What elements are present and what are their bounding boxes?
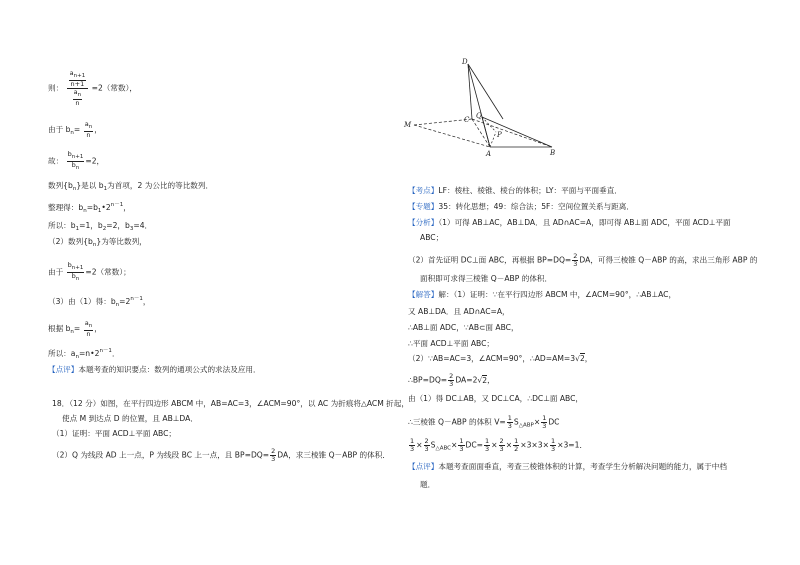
num: 2 [499,437,504,445]
den: 3 [550,445,556,453]
topic-tag: 【考点】 [408,186,439,195]
text: 则： [48,83,64,93]
geometric-sequence-line [48,181,213,194]
den: 3 [507,422,512,430]
t: 所以：b [48,221,76,230]
t: }为等比数列， [96,237,147,246]
solution-line4: ∴平面 ACD⊥平面 ABC； [408,339,495,348]
fraction [84,121,93,139]
num: 1 [550,437,556,445]
fraction [84,320,93,338]
num: 2 [271,447,276,455]
t: 数列{b [48,181,73,190]
edge-ap [490,132,496,147]
s: 2 [102,226,107,232]
s: n－1 [99,348,112,354]
t: =b [86,203,98,212]
s: 1 [103,186,108,192]
den: 3 [459,445,464,453]
analysis-line [408,218,731,228]
review-line [408,462,727,472]
question-18-part2 [52,448,390,463]
pyramid-figure [400,55,570,160]
den: 3 [410,445,415,453]
analysis-part2-cont: 面积即可求得三棱锥 Q－ABP 的体积． [420,274,553,283]
solution-line3: ∴AB⊥面 ADC，∵AB⊂面 ABC， [408,323,519,332]
comment-tag: 【点评】 [48,365,79,374]
num: 1 [459,437,464,445]
t: 根据 b [48,324,71,333]
label-m: M [404,121,412,129]
t: DC [548,417,560,427]
t: DA，求三棱锥 Q－ABP 的体积． [277,450,390,460]
b-values-line [48,221,152,234]
den: 3 [485,445,490,453]
solution-line5 [408,354,592,364]
t: × [491,440,498,450]
analysis-cont: ABC； [420,233,444,242]
t: （2）首先证明 DC⊥面 ABC，再根据 BP=DQ= [408,255,572,265]
t: 整理得：b [48,203,84,212]
s: n [77,92,82,98]
t: 故： [48,156,64,166]
fraction [73,89,82,107]
fraction [541,415,547,430]
den: 3 [499,445,504,453]
t: S [513,417,519,427]
s: n [70,329,74,335]
t: =1，b [79,221,103,230]
edge-ma [414,125,490,147]
t: ． [111,349,120,358]
radicand: 2 [482,375,488,385]
question-18-line2: 使点 M 到达点 D 的位置，且 AB⊥DA． [62,414,198,423]
s: n [70,130,74,136]
t: DA，可得三棱锥 Q－ABP 的高，求出三角形 ABP 的 [579,255,758,265]
subject-tag: 【专题】 [408,202,439,211]
t: 解：（1）证明：∵在平行四边形 ABCM 中，∠ACM=90°，∴AB⊥AC， [438,290,677,299]
question-18-line1: 18．（12 分）如图，在平行四边形 ABCM 中，AB=AC=3，∠ACM=90°，以 AC 为折痕将△ACM 折起， [52,399,409,408]
t: DA=2 [455,375,478,385]
comment-line [48,365,261,375]
t: =4． [133,221,153,230]
radicand: 2 [579,354,585,363]
t: LF：棱柱、棱锥、棱台的体积；LY：平面与平面垂直． [438,186,622,195]
text: =2（常数）， [91,83,137,93]
t: = [73,125,81,134]
den: 3 [271,455,276,463]
edge-ca [472,119,490,147]
t: b [71,161,76,169]
label-b: B [550,149,556,157]
t: （2）Q 为线段 AD 上一点，P 为线段 BC 上一点，且 BP=DQ= [52,450,270,460]
topic-line [408,186,622,196]
s: △ABP [518,422,534,429]
t: ×3×3× [520,440,549,450]
t: ， [123,203,131,212]
fraction [67,151,85,172]
t: =2， [85,156,105,166]
solution-line [408,290,676,300]
t: ×3=1． [557,440,588,450]
t: b [67,261,72,269]
ratio-constant-line [48,262,131,283]
edge-qb [482,117,552,147]
label-q: Q [476,112,482,120]
s: n [75,354,79,360]
t: }是以 b [76,181,104,190]
fraction [458,438,464,453]
s: n [83,208,87,214]
t: =2（常数）； [85,267,131,277]
t: 本题考查面面垂直，考查三棱锥体积的计算，考查学生分析解决问题的能力，属于中档 [438,462,727,471]
t: a [73,88,78,96]
an-result-line [48,346,120,362]
den: 3 [449,380,454,388]
s: n－1 [130,296,143,302]
fraction [270,448,276,463]
den: 3 [542,422,547,430]
t: a [69,69,74,77]
edge-qa [482,117,490,147]
t: × [451,440,458,450]
t: •2 [101,203,111,212]
t: × [533,417,541,427]
subject-line [408,202,634,212]
s: n [88,124,93,130]
t: =2，b [106,221,130,230]
t: =n•2 [78,349,100,358]
compound-fraction [67,70,89,107]
s: 3 [129,226,134,232]
fraction [572,253,578,268]
den: 2 [514,445,519,453]
review-cont: 题． [420,480,436,489]
s: n [75,276,80,282]
t: 由于 [48,267,64,277]
s: n [115,302,120,308]
bn-definition [48,121,102,139]
t: （1）可得 AB⊥AC，AB⊥DA．且 AD∩AC=A，即可得 AB⊥面 ADC，平面 ACD⊥平面 [438,218,731,227]
solution-tag: 【解答】 [408,290,439,299]
t: × [416,440,423,450]
t: 为首项，2 为公比的等比数列． [107,181,214,190]
sqrt-symbol: √ [477,375,483,385]
t: 由于 b [48,125,71,134]
t: b [67,150,72,158]
t: ， [487,375,495,385]
t: 所以：a [48,349,76,358]
bn-definition-2 [48,320,102,338]
t: ∴BP=DQ= [408,375,448,385]
t: DC= [465,440,484,450]
review-tag: 【点评】 [408,462,439,471]
general-term-line [48,200,131,216]
den: n [86,131,91,139]
s: n+1 [71,265,84,271]
t: （2）数列{b [48,237,93,246]
den: n+1 [70,80,85,88]
ratio-line [48,70,137,107]
edge-dq [468,64,503,119]
num: 1 [507,414,512,422]
den: 3 [424,445,429,453]
label-p: P [497,131,502,139]
s: n [75,165,80,171]
numerator [67,70,89,89]
s: n [72,186,77,192]
fraction [67,262,85,283]
fraction [507,415,513,430]
den [67,162,85,172]
label-d: D [462,58,468,66]
part3-line [48,294,150,310]
t: × [505,440,513,450]
sqrt-symbol: √ [575,354,580,363]
num: 2 [449,372,454,380]
num: 2 [573,252,578,260]
den [67,273,85,283]
fraction [409,438,415,453]
fraction [424,438,430,453]
t: a [84,120,89,128]
part2-line [48,237,147,250]
fraction [550,438,556,453]
volume-line [408,415,559,431]
s: 1 [97,208,102,214]
s: n [92,242,97,248]
s: n+1 [71,154,84,160]
num: 1 [485,437,490,445]
s: △ABC [435,445,451,452]
num: 1 [514,437,519,445]
fraction [69,70,87,88]
num: 1 [410,437,415,445]
ratio-bn-line [48,151,104,172]
volume-calc-line [408,438,587,454]
t: ， [94,125,102,134]
t: ， [142,297,151,306]
t: （3）由（1）得：b [48,297,116,306]
label-a: A [486,150,492,158]
label-c: C [464,116,470,124]
fraction [513,438,519,453]
t: 本题考查的知识要点：数列的通项公式的求法及应用． [78,365,261,374]
t: = [73,324,81,333]
denominator [67,89,89,107]
t: ∴三棱锥 Q－ABP 的体积 V= [408,417,506,427]
solution-line7: 由（1）得 DC⊥AB，又 DC⊥CA，∴DC⊥面 ABC， [408,394,584,403]
s: n [88,323,93,329]
s: n+1 [73,73,86,79]
solution-line2: 又 AB⊥DA．且 AD∩AC=A， [408,307,510,316]
question-18-part1: （1）证明：平面 ACD⊥平面 ABC； [52,429,176,438]
analysis-part2 [408,253,757,268]
t: b [71,272,76,280]
t: =2 [119,297,131,306]
den: n [75,99,80,107]
den: n [86,330,91,338]
num: 2 [424,437,429,445]
s: n－1 [110,202,124,208]
t: S [430,440,436,450]
s: 1 [75,226,80,232]
analysis-tag: 【分析】 [408,218,439,227]
t: （2）∵AB=AC=3，∠ACM=90°，∴AD=AM=3 [408,354,576,363]
fraction [448,373,454,388]
t: a [84,319,89,327]
fraction [499,438,505,453]
t: ， [584,354,593,363]
t: ， [94,324,102,333]
t: 35：转化思想；49：综合法；5F：空间位置关系与距离． [438,202,634,211]
fraction [484,438,490,453]
solution-line6 [408,373,495,388]
num: 1 [542,414,547,422]
den: 3 [573,260,578,268]
